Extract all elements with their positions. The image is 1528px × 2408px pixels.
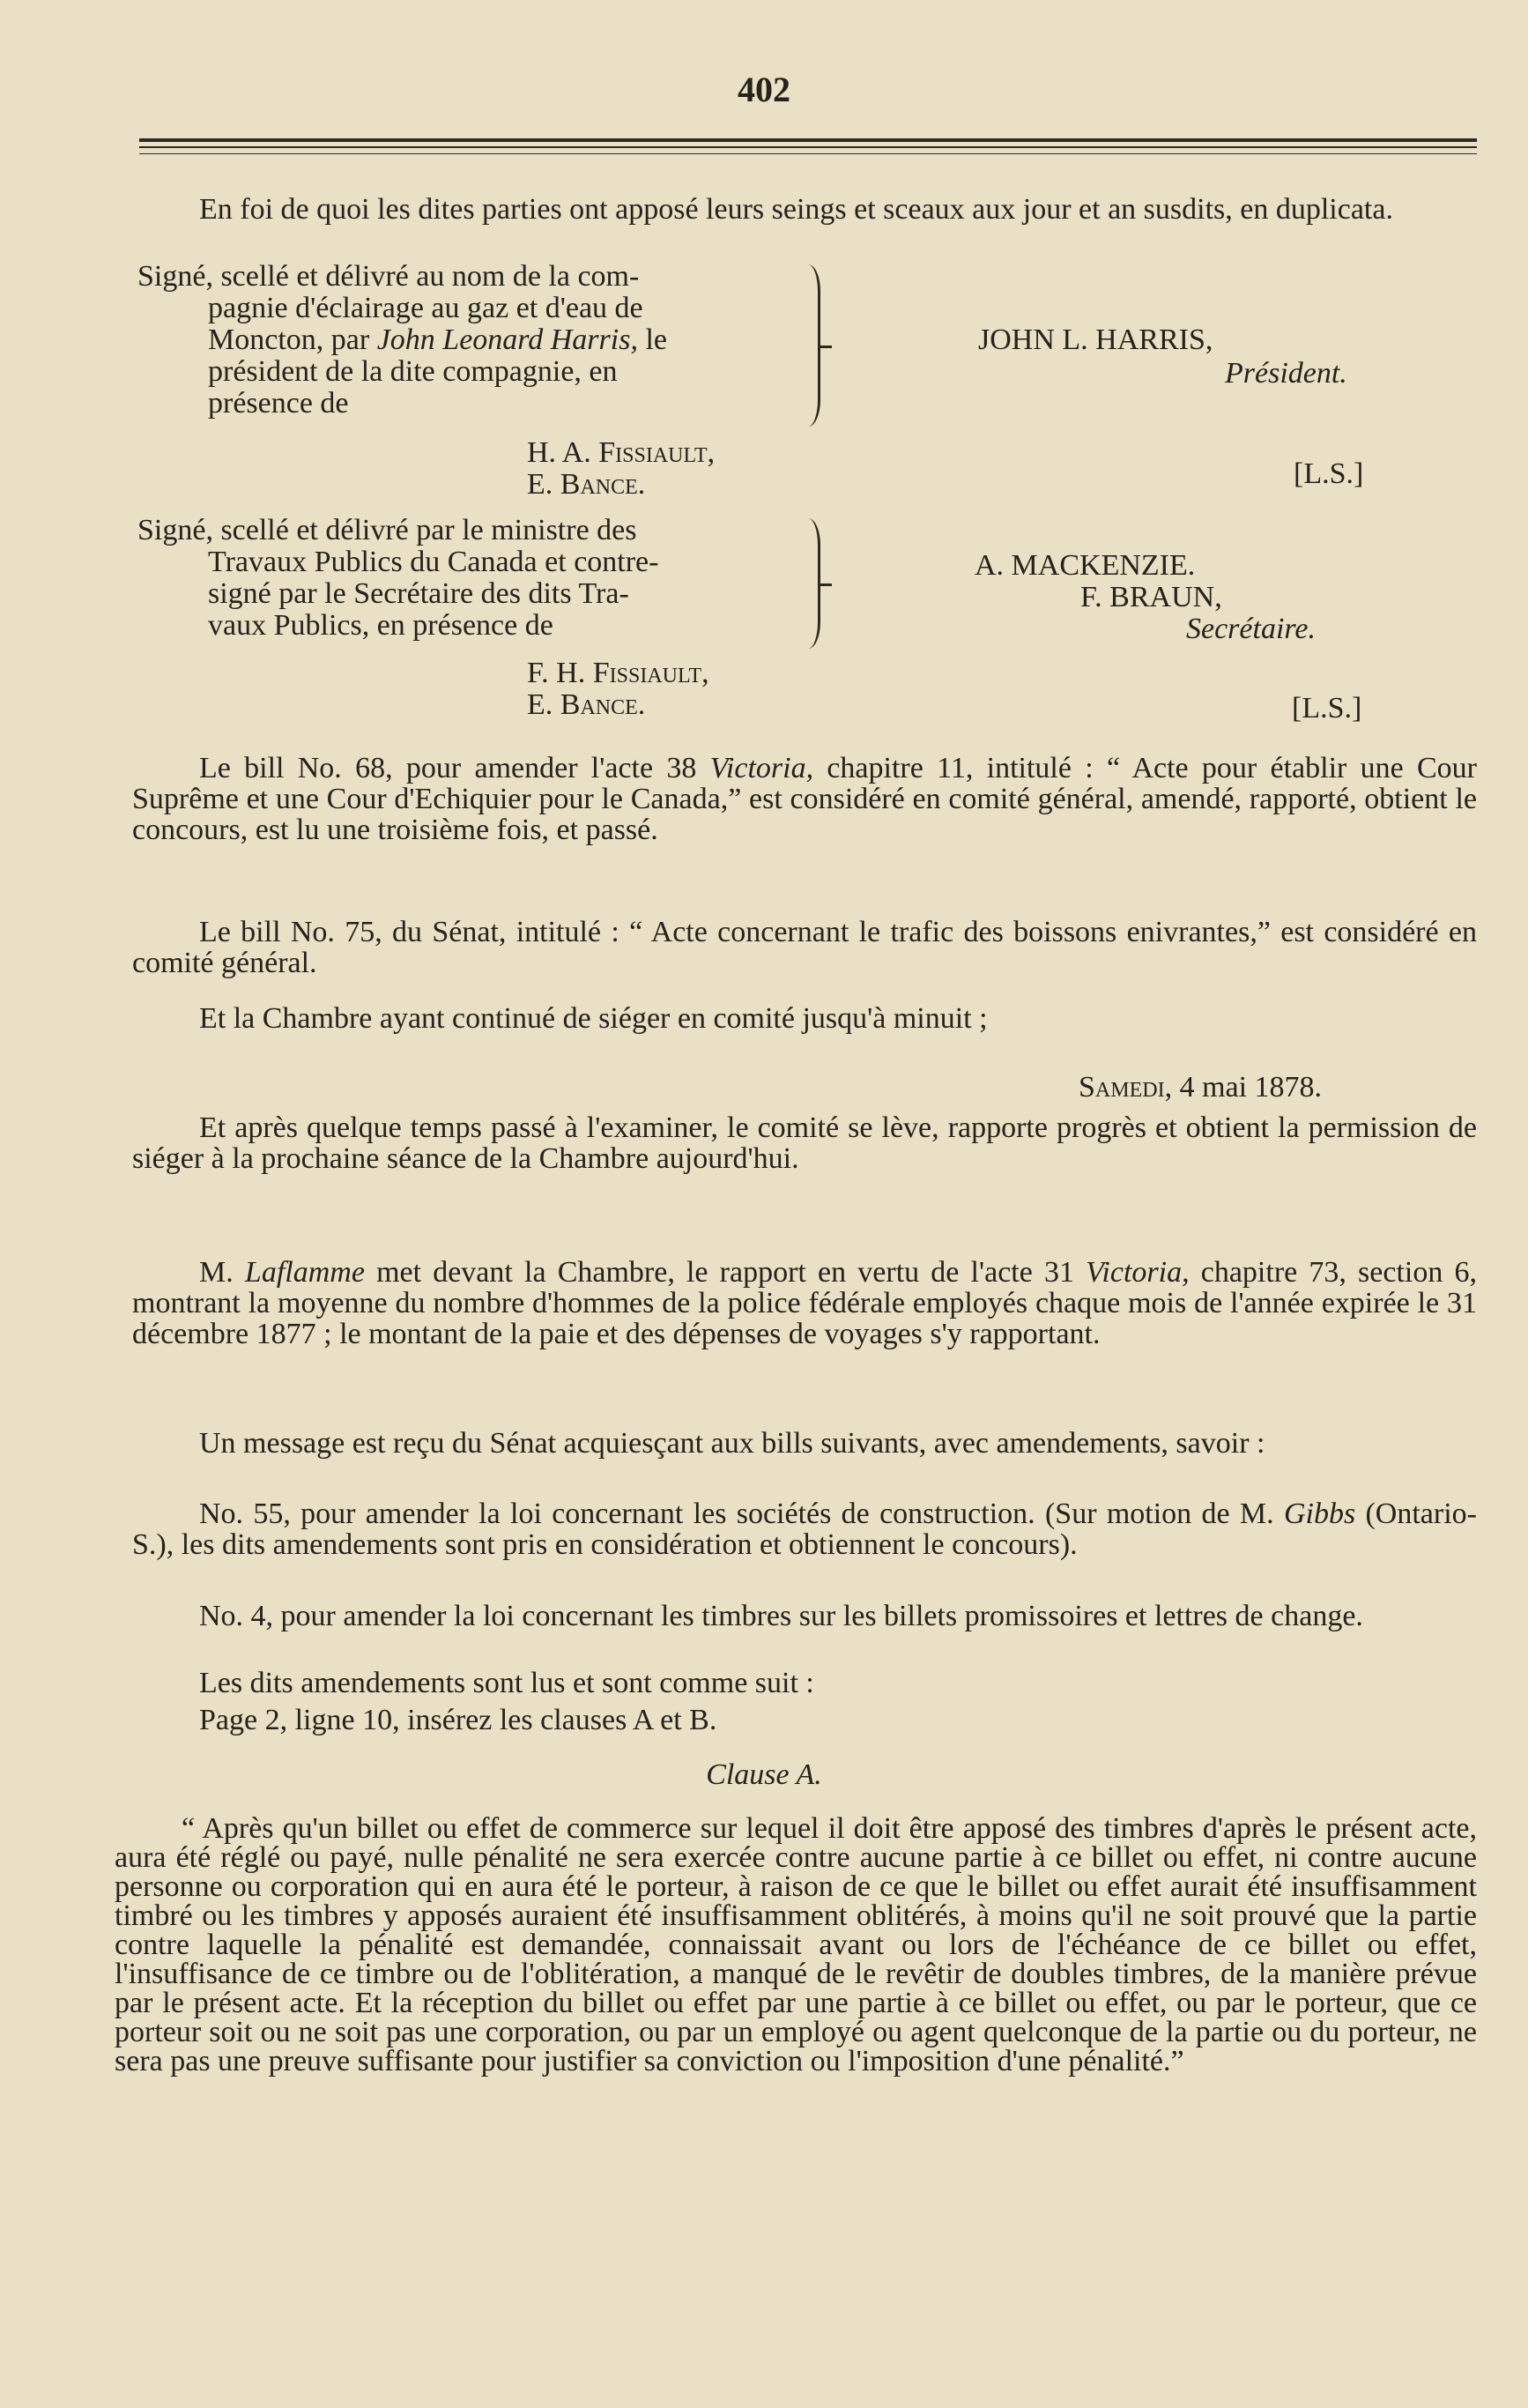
- signature-text-line: Signé, scellé et délivré au nom de la com-: [137, 260, 640, 293]
- header-rule: [139, 138, 1477, 142]
- signatory-title: Secrétaire.: [1186, 613, 1316, 645]
- header-rule: [139, 146, 1477, 148]
- signature-text-line: Travaux Publics du Canada et contre-: [208, 546, 659, 578]
- message-paragraph: Un message est reçu du Sénat acquiesçant aux bills suivants, avec amendements, savoir :: [199, 1427, 1265, 1460]
- amendments-read-line: Les dits amendements sont lus et sont comme suit :: [199, 1667, 814, 1699]
- intro-paragraph: En foi de quoi les dites parties ont apposé leurs seings et sceaux aux jour et an susdits, en duplicata.: [199, 193, 1393, 226]
- signatory-name: F. BRAUN,: [1080, 581, 1222, 613]
- seal-mark: [L.S.]: [1294, 457, 1364, 490]
- signature-text-line: pagnie d'éclairage au gaz et d'eau de: [208, 292, 643, 324]
- signature-text-line: président de la dite compagnie, en: [208, 355, 618, 388]
- laflamme-paragraph: M. Laflamme met devant la Chambre, le rapport en vertu de l'acte 31 Victoria, chapitre 73, section 6, montrant la moyenne du nombre d'hommes de la police fédérale employés chaque mois de l'année expirée le 31 décembre 1877 ; le montant de la paie et des dépenses de voyages s'y rapportant.: [132, 1256, 1478, 1350]
- clause-heading: Clause A.: [706, 1758, 822, 1791]
- signature-brace: [805, 264, 820, 427]
- signatory-name: JOHN L. HARRIS,: [978, 323, 1213, 356]
- bill-55-paragraph: No. 55, pour amender la loi concernant les sociétés de construction. (Sur motion de M. Gibbs (Ontario-S.), les dits amendements sont pris en considération et obtiennent le concours).: [132, 1498, 1477, 1561]
- signature-text-line: signé par le Secrétaire des dits Tra-: [208, 577, 629, 610]
- page-line-instruction: Page 2, ligne 10, insérez les clauses A et B.: [199, 1704, 717, 1736]
- witness-name: E. Bance.: [527, 468, 646, 501]
- seal-mark: [L.S.]: [1292, 692, 1362, 725]
- date-heading: Samedi, 4 mai 1878.: [1079, 1071, 1323, 1104]
- witness-name: F. H. Fissiault,: [527, 657, 709, 689]
- signature-text-line: vaux Publics, en présence de: [208, 609, 553, 642]
- bill-4-paragraph: No. 4, pour amender la loi concernant les timbres sur les billets promissoires et lettres de change.: [199, 1600, 1363, 1632]
- witness-name: H. A. Fissiault,: [527, 436, 716, 469]
- signature-text-line: Signé, scellé et délivré par le ministre des: [137, 514, 637, 546]
- progress-paragraph: Et après quelque temps passé à l'examiner, le comité se lève, rapporte progrès et obtient la permission de siéger à la prochaine séance de la Chambre aujourd'hui.: [132, 1111, 1477, 1175]
- signature-text-line: présence de: [208, 387, 349, 420]
- signature-text-line: Moncton, par John Leonard Harris, le: [208, 323, 667, 356]
- signature-brace: [805, 518, 820, 649]
- clause-a-text: “ Après qu'un billet ou effet de commerce sur lequel il doit être apposé des timbres d'après le présent acte, aura été réglé ou payé, nulle pénalité ne sera exercée contre aucune partie à ce billet ou effet, ni contre aucune personne ou corporation qui en aura été le porteur, à raison de ce que le billet ou effet aurait été insuffisamment timbré ou les timbres y apposés auraient été insuffisamment oblitérés, à moins qu'il ne soit prouvé que la partie contre laquelle la pénalité est demandée, connaissait avant ou lors de l'échéance de ce billet ou effet, l'insuffisance de ce timbre ou de l'oblitération, a manqué de le revêtir de doubles timbres, de la manière prévue par le présent acte. Et la réception du billet ou effet par une partie à ce billet ou effet, ou par le porteur, que ce porteur soit ou ne soit pas une corporation, ou par un employé ou agent quelconque de la partie ou du porteur, ne sera pas une preuve suffisante pour justifier sa conviction ou l'imposition d'une pénalité.”: [115, 1812, 1477, 2077]
- signatory-name: A. MACKENZIE.: [975, 549, 1196, 582]
- sitting-paragraph: Et la Chambre ayant continué de siéger en comité jusqu'à minuit ;: [199, 1002, 988, 1035]
- bill-68-paragraph: Le bill No. 68, pour amender l'acte 38 Victoria, chapitre 11, intitulé : “ Acte pour établir une Cour Suprême et une Cour d'Echiquier pour le Canada,” est considéré en comité général, amendé, rapporté, obtient le concours, est lu une troisième fois, et passé.: [132, 752, 1478, 846]
- bill-75-paragraph: Le bill No. 75, du Sénat, intitulé : “ Acte concernant le trafic des boissons enivrantes,” est considéré en comité général.: [132, 916, 1477, 979]
- page-number: 402: [738, 70, 790, 109]
- signatory-title: Président.: [1225, 357, 1347, 390]
- header-rule: [139, 153, 1477, 154]
- witness-name: E. Bance.: [527, 688, 646, 721]
